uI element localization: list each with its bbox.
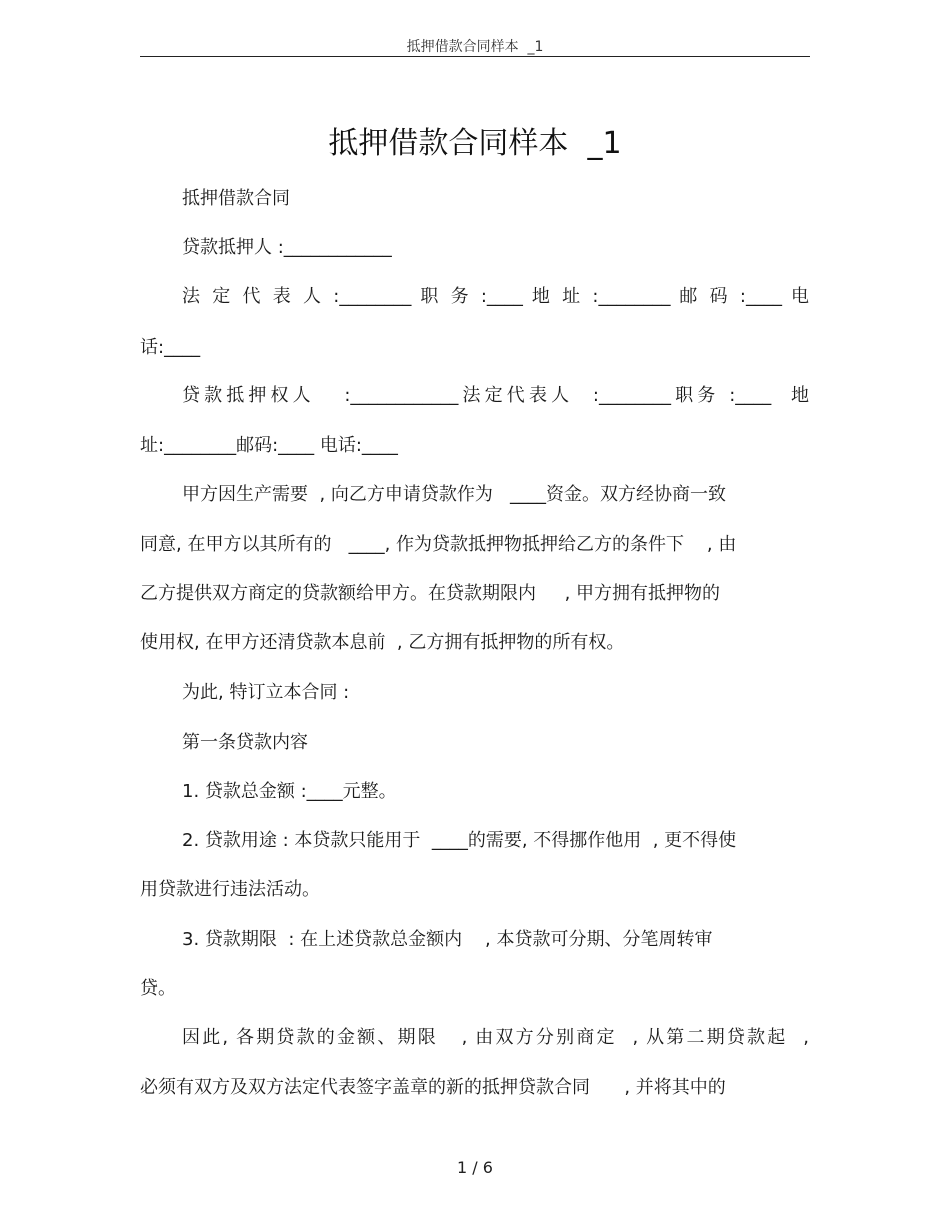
running-header: 抵押借款合同样本 _1 <box>406 39 544 55</box>
body-line: 使用权, 在甲方还清贷款本息前 , 乙方拥有抵押物的所有权。 <box>140 632 625 653</box>
body-line: 用贷款进行违法活动。 <box>140 879 320 900</box>
body-line: 必须有双方及双方法定代表签字盖章的新的抵押贷款合同 , 并将其中的 <box>140 1077 726 1098</box>
body-line: 甲方因生产需要 , 向乙方申请贷款作为 ____资金。双方经协商一致 <box>182 484 727 505</box>
body-line: 第一条贷款内容 <box>182 732 308 753</box>
body-line: 贷款抵押权人 :____________法定代表人 :________职务 :____ 地 <box>182 385 809 406</box>
body-line: 乙方提供双方商定的贷款额给甲方。在贷款期限内 , 甲方拥有抵押物的 <box>140 583 721 604</box>
body-line: 3. 贷款期限 : 在上述贷款总金额内 , 本贷款可分期、分笔周转审 <box>182 929 713 950</box>
body-line: 为此, 特订立本合同 : <box>182 682 350 703</box>
header-rule <box>140 56 810 57</box>
body-line: 话:____ <box>140 337 201 358</box>
body-line: 贷。 <box>140 978 176 999</box>
body-line: 法 定 代 表 人 :________ 职 务 :____ 地 址 :________ 邮 码 :____ 电 <box>182 286 809 307</box>
body-line: 址:________邮码:____ 电话:____ <box>140 435 398 456</box>
body-line: 贷款抵押人 :____________ <box>182 237 392 258</box>
page-number: 1 / 6 <box>457 1158 493 1177</box>
document-title: 抵押借款合同样本 _1 <box>328 126 622 161</box>
body-line: 同意, 在甲方以其所有的 ____, 作为贷款抵押物抵押给乙方的条件下 , 由 <box>140 534 737 555</box>
body-line: 1. 贷款总金额 :____元整。 <box>182 781 397 802</box>
body-line: 2. 贷款用途 : 本贷款只能用于 ____的需要, 不得挪作他用 , 更不得使 <box>182 830 737 851</box>
body-line: 因此, 各期贷款的金额、期限 , 由双方分别商定 , 从第二期贷款起 , <box>182 1027 809 1048</box>
body-line: 抵押借款合同 <box>182 188 290 209</box>
